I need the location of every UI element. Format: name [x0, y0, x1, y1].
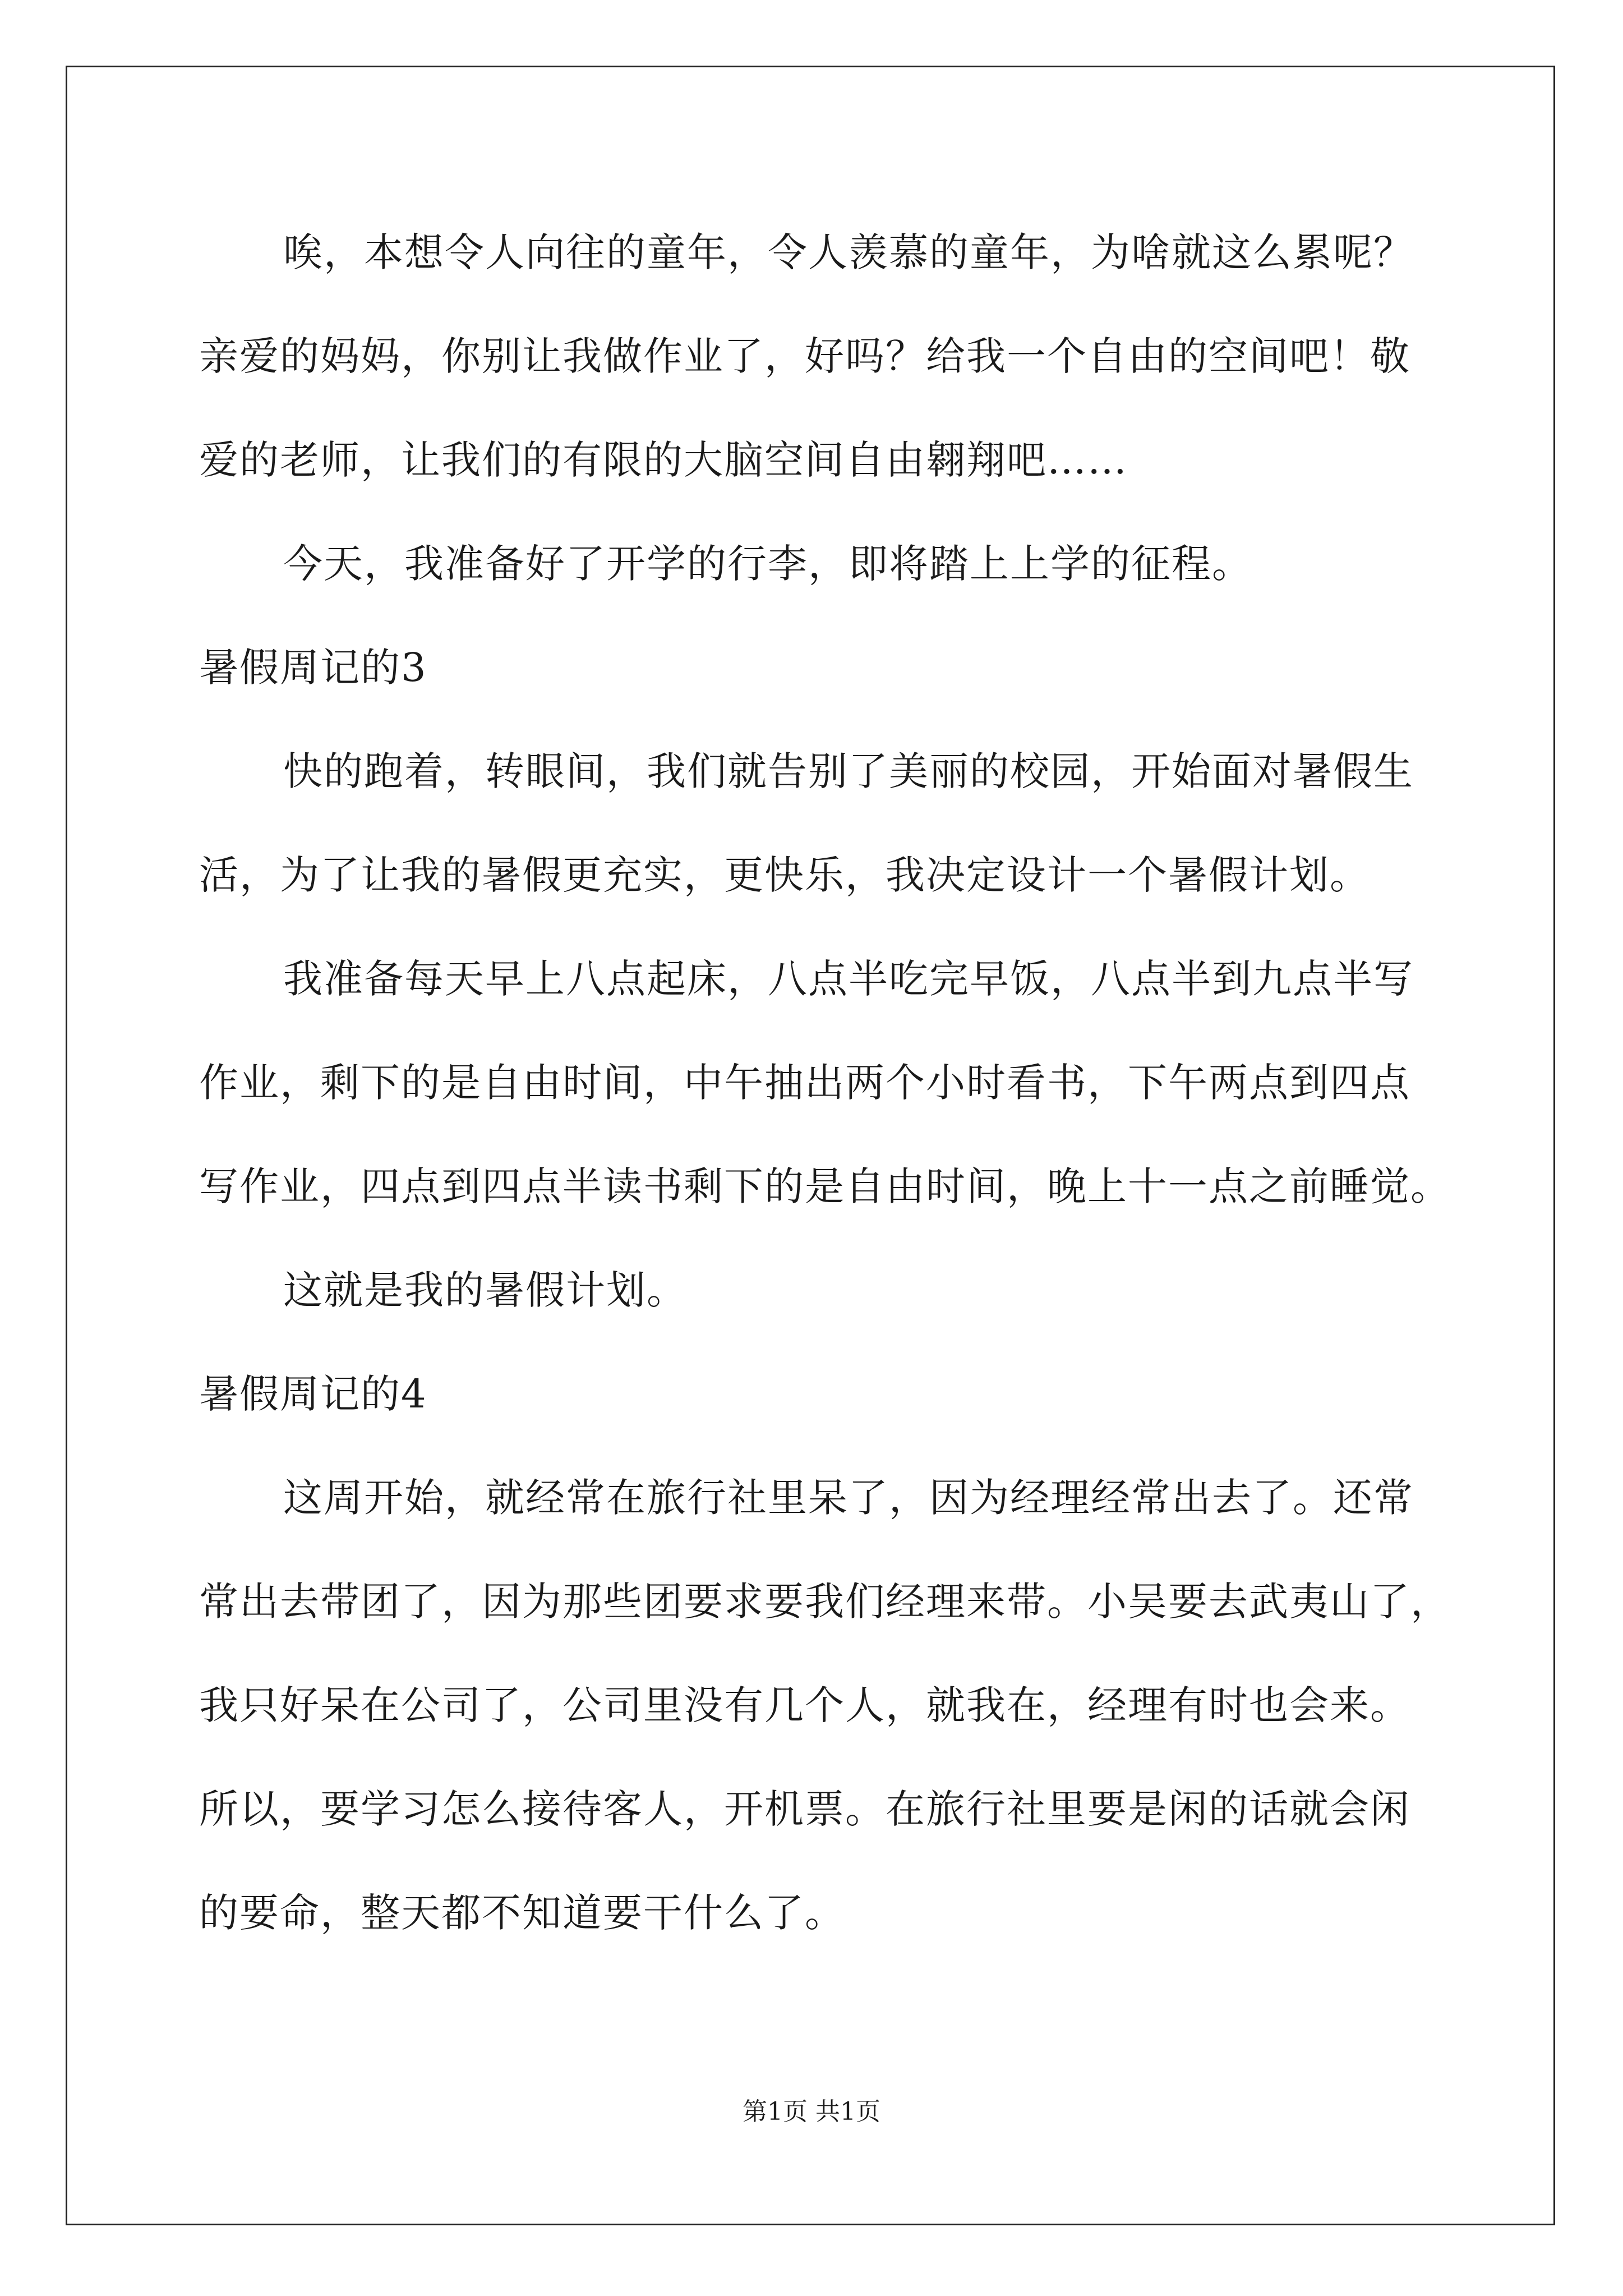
page-footer: 第1页 共1页 [743, 2097, 880, 2126]
document-body [199, 222, 1451, 1986]
section-heading: 暑假周记的4 [199, 1371, 427, 1417]
paragraph-line: 活，为了让我的暑假更充实，更快乐，我决定设计一个暑假计划。 [199, 852, 1370, 898]
paragraph-line: 的要命，整天都不知道要干什么了。 [199, 1890, 845, 1936]
paragraph-line: 爱的老师，让我们的有限的大脑空间自由翱翔吧…… [199, 437, 1128, 483]
paragraph-line: 所以，要学习怎么接待客人，开机票。在旅行社里要是闲的话就会闲 [199, 1786, 1410, 1832]
paragraph-line: 今天，我准备好了开学的行李，即将踏上上学的征程。 [283, 541, 1252, 587]
paragraph-line: 我只好呆在公司了，公司里没有几个人，就我在，经理有时也会来。 [199, 1682, 1410, 1728]
paragraph-line: 唉，本想令人向往的童年，令人羡慕的童年，为啥就这么累呢？ [283, 229, 1414, 275]
section-heading: 暑假周记的3 [199, 645, 427, 691]
paragraph-line: 常出去带团了，因为那些团要求要我们经理来带。小吴要去武夷山了， [199, 1579, 1451, 1625]
paragraph-line: 作业，剩下的是自由时间，中午抽出两个小时看书，下午两点到四点 [199, 1060, 1410, 1106]
paragraph-line: 我准备每天早上八点起床，八点半吃完早饭，八点半到九点半写 [283, 956, 1414, 1002]
paragraph-line: 亲爱的妈妈，你别让我做作业了，好吗？给我一个自由的空间吧！敬 [199, 333, 1410, 379]
paragraph-line: 这周开始，就经常在旅行社里呆了，因为经理经常出去了。还常 [283, 1475, 1414, 1521]
paragraph-line: 这就是我的暑假计划。 [283, 1267, 687, 1313]
paragraph-line: 快的跑着，转眼间，我们就告别了美丽的校园，开始面对暑假生 [283, 748, 1414, 794]
paragraph-line: 写作业，四点到四点半读书剩下的是自由时间，晚上十一点之前睡觉。 [199, 1163, 1451, 1209]
